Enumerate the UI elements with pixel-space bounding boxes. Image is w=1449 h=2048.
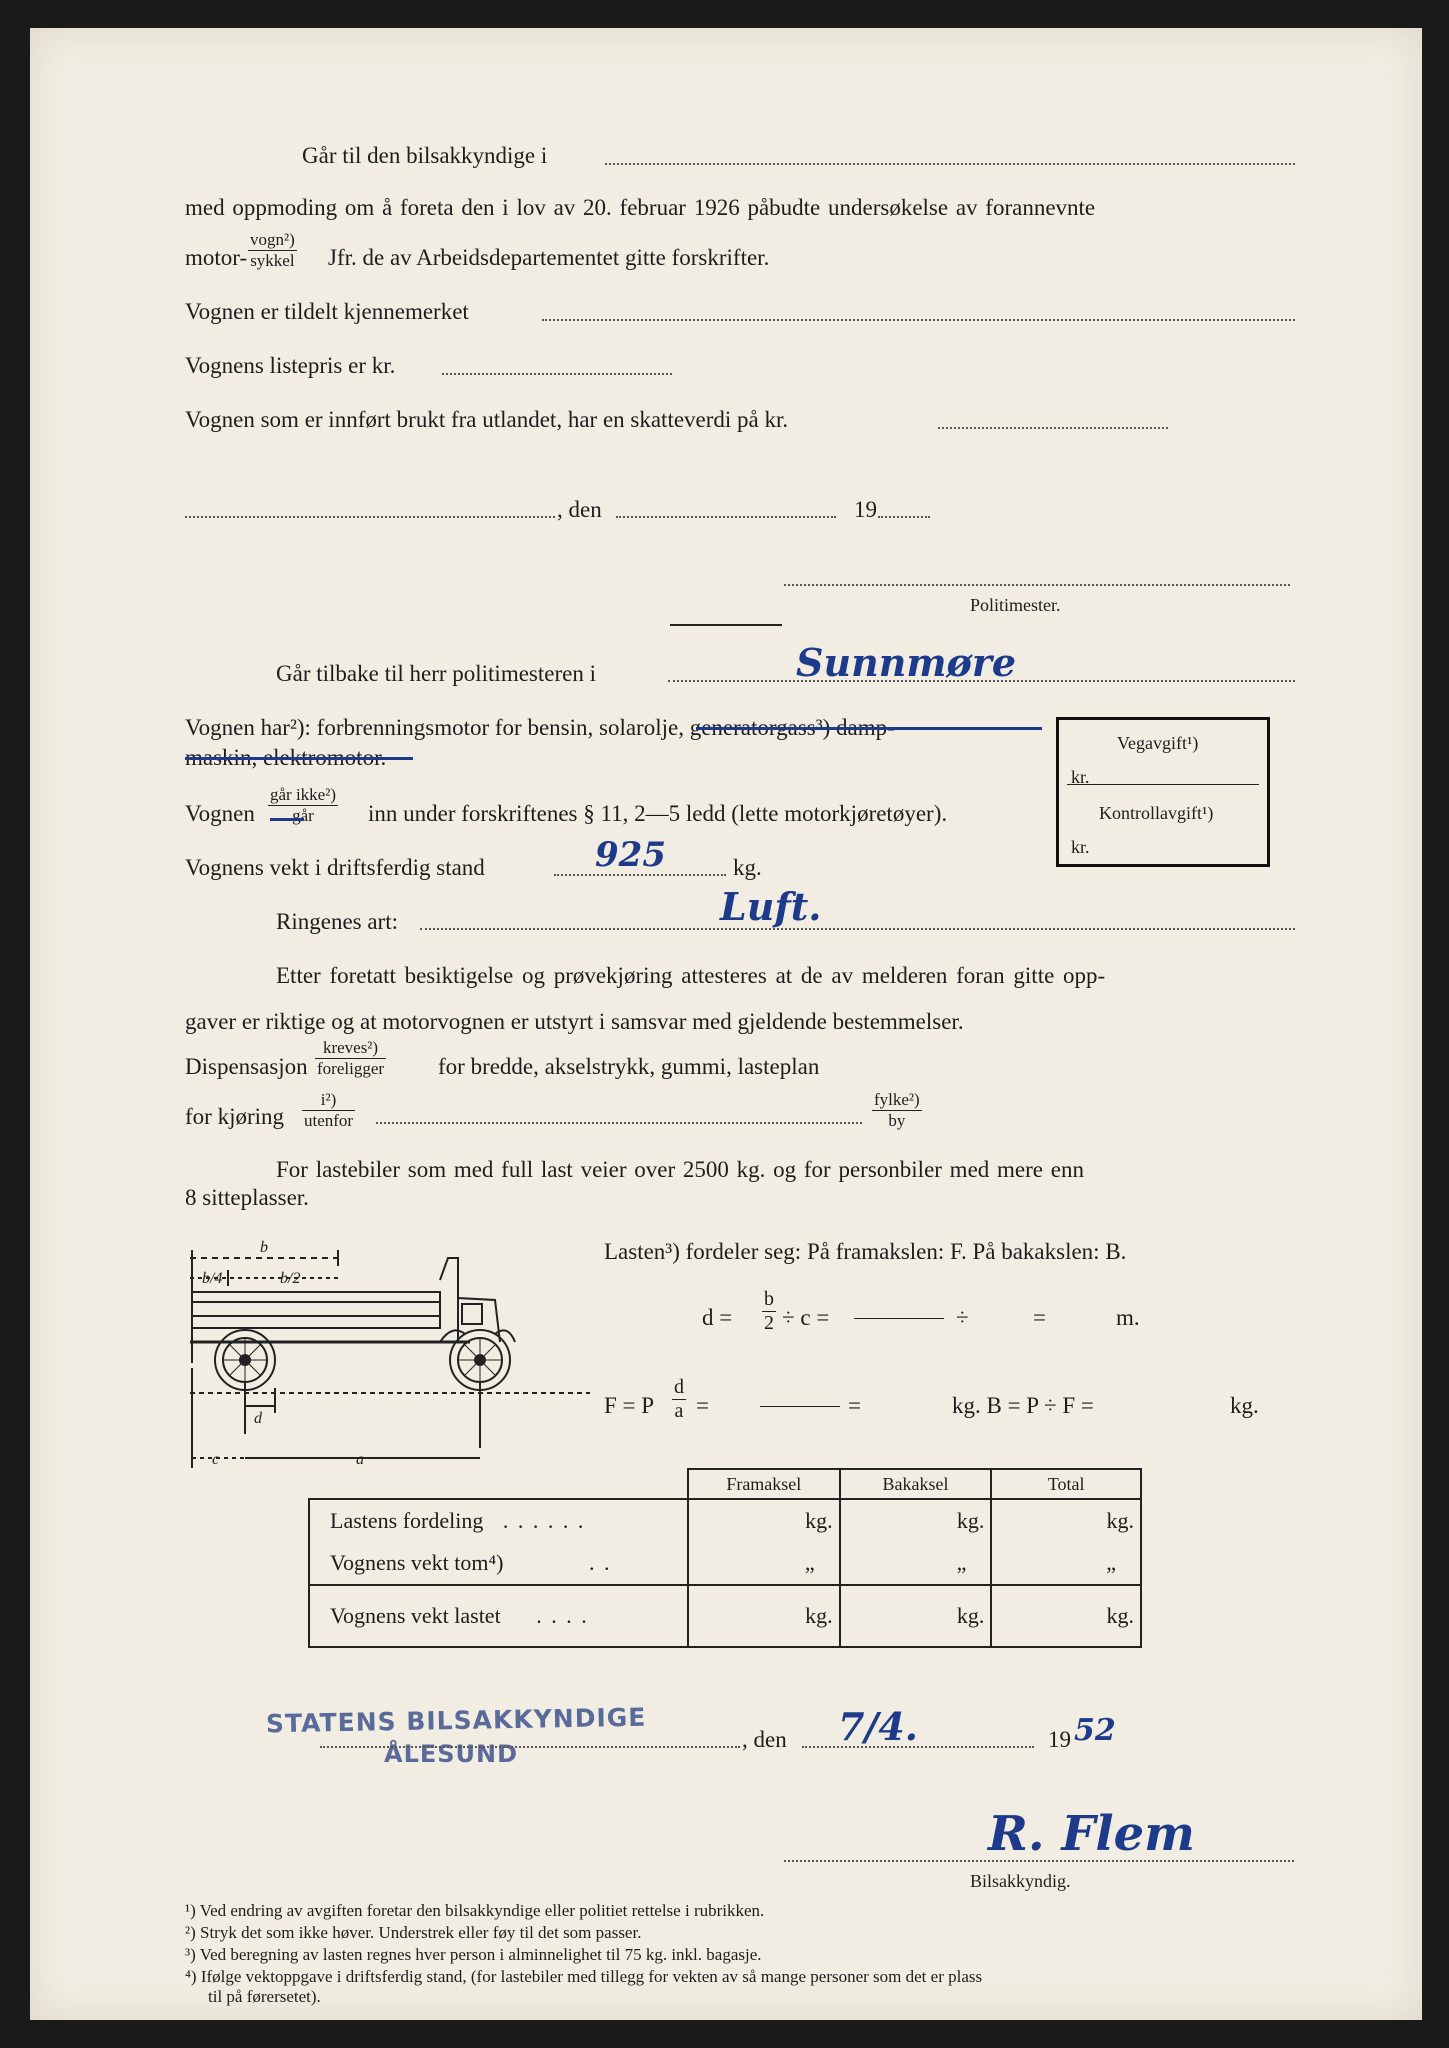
fraction-numerator: i²) xyxy=(302,1090,355,1111)
footnote-4: ⁴) Ifølge vektoppgave i driftsferdig stand, (for lastebiler med tillegg for vekten av så mange personer som det er plass xyxy=(185,1967,983,1986)
fee-box xyxy=(1056,717,1270,867)
handwritten-year: 52 xyxy=(1074,1713,1116,1748)
year-field[interactable] xyxy=(878,516,930,518)
plate-field[interactable] xyxy=(542,319,1295,321)
cell-rear[interactable] xyxy=(840,1585,992,1647)
table-row xyxy=(309,1499,1141,1542)
row-dots: . . xyxy=(588,1550,612,1575)
truck-label-d: d xyxy=(254,1410,262,1427)
list-price-label: Vognens listepris er kr. xyxy=(185,353,396,378)
header-rear-axle: Bakaksel xyxy=(840,1469,992,1499)
cell-unit: „ xyxy=(804,1550,815,1575)
footnote-2: ²) Stryk det som ikke høver. Understrek eller føy til det som passer. xyxy=(185,1923,642,1942)
inspector-place-field-2[interactable] xyxy=(320,1746,740,1748)
county-fraction xyxy=(872,1090,922,1130)
formula-f-fraction xyxy=(672,1376,686,1423)
request-line: med oppmoding om å foreta den i lov av 20. februar 1926 påbudte undersøkelse av forannevnte xyxy=(185,195,1096,220)
load-table xyxy=(308,1468,1142,1648)
row-label: Vognens vekt tom⁴) xyxy=(330,1550,504,1575)
footnote-1: ¹) Ved endring av avgiften foretar den bilsakkyndige eller politiet rettelse i rubrikken. xyxy=(185,1901,765,1920)
cell-unit: kg. xyxy=(956,1603,985,1628)
fraction-numerator: kreves²) xyxy=(315,1038,386,1059)
cell-unit: kg. xyxy=(1106,1508,1134,1533)
official-stamp-line-1: STATENS BILSAKKYNDIGE xyxy=(265,1702,647,1739)
sign-date-field[interactable] xyxy=(802,1746,1034,1748)
row-label-cell xyxy=(309,1585,688,1647)
fraction-numerator: fylke²) xyxy=(874,1090,920,1109)
cell-total[interactable] xyxy=(991,1499,1141,1542)
tyres-label: Ringenes art: xyxy=(276,909,398,934)
tyres-field[interactable] xyxy=(420,928,1295,930)
handwritten-date: 7/4. xyxy=(838,1704,918,1749)
formula-f-blank[interactable] xyxy=(760,1406,840,1407)
formula-d-fraction xyxy=(762,1288,776,1335)
driving-fraction xyxy=(302,1090,355,1130)
sent-to-line: Går til den bilsakkyndige i xyxy=(302,143,548,168)
dispensation-label: Dispensasjon xyxy=(185,1054,308,1079)
police-signature-field[interactable] xyxy=(784,584,1290,586)
formula-d-unit: m. xyxy=(1116,1305,1140,1330)
row-dots: . . . . xyxy=(536,1603,589,1628)
truck-rule-line-1: For lastebiler som med full last veier over 2500 kg. og for personbiler med mere enn xyxy=(276,1157,1084,1182)
road-tax-kr: kr. xyxy=(1071,767,1090,787)
cell-front[interactable] xyxy=(688,1585,840,1647)
fraction-denominator: a xyxy=(674,1400,684,1422)
row-dots: . . . . . . xyxy=(502,1508,586,1533)
cell-unit: kg. xyxy=(805,1508,833,1533)
cell-unit: kg. xyxy=(1106,1603,1134,1628)
vehicle-type-fraction xyxy=(248,230,297,270)
header-total: Total xyxy=(991,1469,1141,1499)
truck-label-b4: b/4 xyxy=(202,1270,223,1287)
dispensation-text: for bredde, akselstrykk, gummi, lasteplan xyxy=(438,1054,820,1079)
formula-d-prefix: d = xyxy=(702,1305,733,1330)
formula-d-blank-1[interactable] xyxy=(854,1318,944,1319)
engine-type-line: Vognen har²): forbrenningsmotor for bensin, solarolje, generatorgass³) damp- xyxy=(185,715,895,740)
official-stamp-line-2: ÅLESUND xyxy=(384,1740,519,1768)
engine-type-line-2: maskin, elektromotor. xyxy=(185,745,387,770)
row-label: Lastens fordeling xyxy=(330,1508,484,1533)
road-tax-label: Vegavgift¹) xyxy=(1117,733,1199,753)
cell-total[interactable] xyxy=(991,1542,1141,1585)
den-label: , den xyxy=(557,497,602,522)
inspector-signature: R. Flem xyxy=(988,1806,1195,1862)
truck-label-c: c xyxy=(212,1451,220,1468)
fraction-denominator: by xyxy=(888,1110,906,1130)
dispensation-fraction xyxy=(315,1038,386,1078)
fraction-numerator: d xyxy=(674,1376,684,1398)
weight-unit: kg. xyxy=(733,855,762,880)
fraction-numerator: vogn²) xyxy=(250,230,295,249)
weight-label: Vognens vekt i driftsferdig stand xyxy=(185,855,485,880)
truck-rule-line-2: 8 sitteplasser. xyxy=(185,1185,309,1210)
cell-rear[interactable] xyxy=(840,1499,992,1542)
motor-prefix: motor- xyxy=(185,245,248,270)
attest-line-1: Etter foretatt besiktigelse og prøvekjøring attesteres at de av melderen foran gitte opp- xyxy=(276,963,1106,988)
footnote-3: ³) Ved beregning av lasten regnes hver person i alminnelighet til 75 kg. inkl. bagasje. xyxy=(185,1945,762,1964)
truck-label-a: a xyxy=(356,1451,364,1468)
cell-unit: kg. xyxy=(956,1508,985,1533)
formula-d-divide: ÷ xyxy=(956,1305,969,1330)
tax-value-field[interactable] xyxy=(938,427,1168,429)
list-price-field[interactable] xyxy=(442,373,672,375)
formula-d-minus-c: ÷ c = xyxy=(782,1305,830,1330)
cell-unit: „ xyxy=(956,1550,967,1575)
return-line: Går tilbake til herr politimesteren i xyxy=(276,661,596,686)
footnote-4-cont: til på førersetet). xyxy=(208,1987,321,2006)
light-vehicle-text: inn under forskriftenes § 11, 2—5 ledd (lette motorkjøretøyer). xyxy=(368,801,948,826)
plate-label: Vognen er tildelt kjennemerket xyxy=(185,299,469,324)
fraction-denominator: utenfor xyxy=(304,1110,354,1130)
tax-value-label: Vognen som er innført brukt fra utlandet, har en skatteverdi på kr. xyxy=(185,407,789,432)
year-prefix: 19 xyxy=(854,497,877,522)
fraction-denominator: sykkel xyxy=(250,250,295,270)
driving-label: for kjøring xyxy=(185,1104,285,1129)
handwritten-weight: 925 xyxy=(595,835,666,875)
truck-label-b2: b/2 xyxy=(280,1270,301,1287)
fraction-denominator: foreligger xyxy=(317,1058,385,1078)
cell-total[interactable] xyxy=(991,1585,1141,1647)
police-title: Politimester. xyxy=(970,595,1061,615)
fraction-numerator: går ikke²) xyxy=(270,785,336,804)
section-divider xyxy=(670,624,782,626)
load-intro: Lasten³) fordeler seg: På framakslen: F. På bakakslen: B. xyxy=(604,1239,1127,1264)
header-front-axle: Framaksel xyxy=(688,1469,840,1499)
cell-front[interactable] xyxy=(688,1499,840,1542)
row-label-cell xyxy=(309,1499,688,1542)
strike-through-2 xyxy=(185,757,413,760)
control-fee-label: Kontrollavgift¹) xyxy=(1099,803,1214,823)
table-header-row xyxy=(309,1469,1141,1499)
handwritten-tyres: Luft. xyxy=(720,884,822,929)
row-label: Vognens vekt lastet xyxy=(330,1603,501,1628)
fraction-numerator: b xyxy=(764,1288,774,1310)
table-row xyxy=(309,1542,1141,1585)
place-field[interactable] xyxy=(185,516,555,518)
fraction-denominator: går xyxy=(292,805,314,825)
form-page xyxy=(30,28,1422,2020)
formula-f-equals-1: = xyxy=(696,1393,709,1418)
light-vehicle-prefix: Vognen xyxy=(185,801,255,826)
formula-f-equals-2: = xyxy=(848,1393,861,1418)
row-label-cell xyxy=(309,1542,688,1585)
formula-f-prefix: F = P xyxy=(604,1393,655,1418)
sign-den-label: , den xyxy=(742,1727,787,1752)
handwritten-district: Sunnmøre xyxy=(796,640,1017,685)
regulations-text: Jfr. de av Arbeidsdepartementet gitte forskrifter. xyxy=(328,245,770,270)
cell-front[interactable] xyxy=(688,1542,840,1585)
road-tax-line xyxy=(1067,784,1259,785)
sign-year-prefix: 19 xyxy=(1048,1727,1071,1752)
formula-d-equals: = xyxy=(1033,1305,1046,1330)
table-row xyxy=(309,1585,1141,1647)
control-fee-kr: kr. xyxy=(1071,837,1090,857)
date-field[interactable] xyxy=(616,516,836,518)
cell-unit: „ xyxy=(1106,1550,1116,1575)
formula-b-text: kg. B = P ÷ F = xyxy=(952,1393,1094,1418)
fraction-denominator: 2 xyxy=(764,1312,774,1334)
cell-unit: kg. xyxy=(805,1603,833,1628)
driving-area-field[interactable] xyxy=(376,1122,862,1124)
attest-line-2: gaver er riktige og at motorvognen er utstyrt i samsvar med gjeldende bestemmelser. xyxy=(185,1009,964,1034)
strike-through-1 xyxy=(696,727,1042,730)
inspector-signature-line[interactable] xyxy=(784,1860,1294,1862)
cell-rear[interactable] xyxy=(840,1542,992,1585)
truck-label-b: b xyxy=(260,1239,268,1256)
inspector-title: Bilsakkyndig. xyxy=(970,1871,1071,1891)
truck-diagram xyxy=(190,1238,590,1488)
strike-through-3 xyxy=(270,818,304,821)
inspector-place-field[interactable] xyxy=(605,163,1295,165)
table-corner xyxy=(309,1469,688,1499)
formula-b-unit: kg. xyxy=(1230,1393,1259,1418)
